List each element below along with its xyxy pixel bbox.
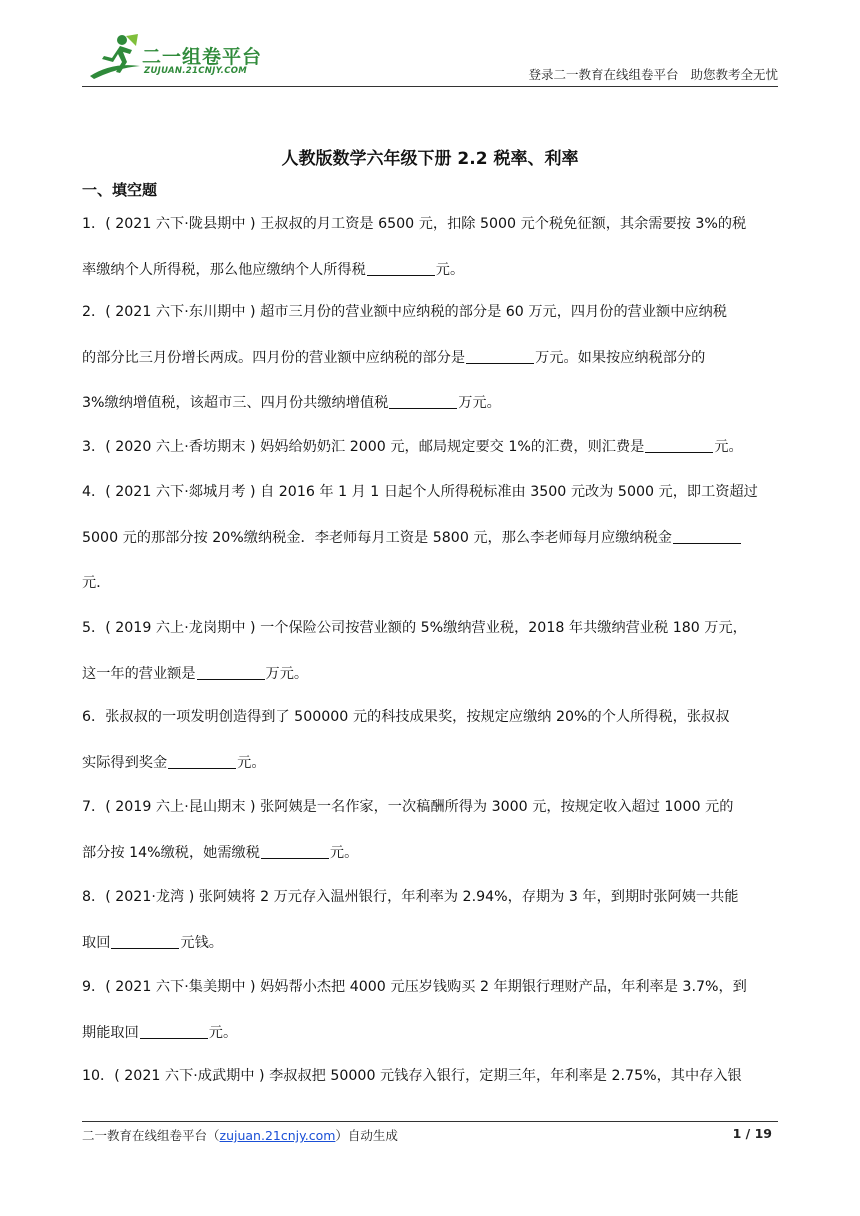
question-line: 取回 元钱。 xyxy=(82,921,782,967)
question-line: 5．( 2019 六上·龙岗期中 ) 一个保险公司按营业额的 5%缴纳营业税，2018 年共缴纳营业税 180 万元， xyxy=(82,620,747,636)
question-4 xyxy=(82,470,782,607)
question-line: 7．( 2019 六上·昆山期末 ) 张阿姨是一名作家，一次稿酬所得为 3000 元，按规定收入超过 1000 元的 xyxy=(82,799,734,815)
answer-blank[interactable] xyxy=(111,932,179,949)
question-8 xyxy=(82,875,782,966)
answer-blank[interactable] xyxy=(673,527,741,544)
question-10 xyxy=(82,1054,782,1100)
question-line: 5000 元的那部分按 20%缴纳税金．李老师每月工资是 5800 元，那么李老师每月应缴纳税金 xyxy=(82,516,782,562)
page-header xyxy=(82,30,778,86)
question-9 xyxy=(82,965,782,1056)
answer-blank[interactable] xyxy=(261,842,329,859)
question-line: 3%缴纳增值税，该超市三、四月份共缴纳增值税 万元。 xyxy=(82,381,782,427)
question-line: 2．( 2021 六下·东川期中 ) 超市三月份的营业额中应纳税的部分是 60 万元，四月份的营业额中应纳税 xyxy=(82,304,727,320)
question-line: 10．( 2021 六下·成武期中 ) 李叔叔把 50000 元钱存入银行，定期三年，年利率是 2.75%，其中存入银 xyxy=(82,1068,742,1084)
logo[interactable] xyxy=(82,30,302,82)
question-line: 9．( 2021 六下·集美期中 ) 妈妈帮小杰把 4000 元压岁钱购买 2 年期银行理财产品，年利率是 3.7%，到 xyxy=(82,979,747,995)
question-5 xyxy=(82,606,782,697)
question-line: 实际得到奖金 元。 xyxy=(82,741,782,787)
answer-blank[interactable] xyxy=(140,1022,208,1039)
answer-blank[interactable] xyxy=(645,436,713,453)
slogan-left: 登录二一教育在线组卷平台 xyxy=(528,67,679,82)
logo-name: 二一组卷平台 xyxy=(142,46,263,68)
question-line: 8．( 2021·龙湾 ) 张阿姨将 2 万元存入温州银行，年利率为 2.94%，存期为 3 年，到期时张阿姨一共能 xyxy=(82,889,739,905)
answer-blank[interactable] xyxy=(367,259,435,276)
section-heading: 一、填空题 xyxy=(82,181,158,199)
answer-blank[interactable] xyxy=(168,752,236,769)
footer-source: 二一教育在线组卷平台（zujuan.21cnjy.com）自动生成 xyxy=(82,1128,398,1143)
answer-blank[interactable] xyxy=(389,392,457,409)
footer-link[interactable]: zujuan.21cnjy.com xyxy=(219,1128,336,1143)
question-7 xyxy=(82,785,782,876)
question-line: 部分按 14%缴税，她需缴税 元。 xyxy=(82,831,782,877)
question-line: 的部分比三月份增长两成。四月份的营业额中应纳税的部分是 万元。如果按应纳税部分的 xyxy=(82,336,782,382)
answer-blank[interactable] xyxy=(466,347,534,364)
question-line: 4．( 2021 六下·郯城月考 ) 自 2016 年 1 月 1 日起个人所得税标准由 3500 元改为 5000 元，即工资超过 xyxy=(82,484,758,500)
logo-url: ZUJUAN.21CNJY.COM xyxy=(144,66,248,76)
page-number: 1 / 19 xyxy=(732,1126,772,1141)
runner-logo-icon xyxy=(82,32,144,82)
question-line: 元． xyxy=(82,575,111,591)
question-line: 这一年的营业额是 万元。 xyxy=(82,652,782,698)
question-line: 期能取回 元。 xyxy=(82,1011,782,1057)
question-2 xyxy=(82,290,782,427)
header-divider xyxy=(82,86,778,87)
answer-blank[interactable] xyxy=(197,663,265,680)
question-line: 6．张叔叔的一项发明创造得到了 500000 元的科技成果奖，按规定应缴纳 20%的个人所得税，张叔叔 xyxy=(82,709,730,725)
slogan-right: 助您教考全无忧 xyxy=(690,67,778,82)
question-1 xyxy=(82,202,782,293)
question-6 xyxy=(82,695,782,786)
question-3 xyxy=(82,425,782,471)
header-slogan xyxy=(528,65,778,83)
footer-divider xyxy=(82,1121,778,1122)
question-line: 1．( 2021 六下·陇县期中 ) 王叔叔的月工资是 6500 元，扣除 5000 元个税免征额，其余需要按 3%的税 xyxy=(82,216,747,232)
document-title: 人教版数学六年级下册 2.2 税率、利率 xyxy=(281,149,579,169)
question-line: 率缴纳个人所得税，那么他应缴纳个人所得税 元。 xyxy=(82,248,782,294)
question-line: 3．( 2020 六上·香坊期末 ) 妈妈给奶奶汇 2000 元，邮局规定要交 1%的汇费，则汇费是 元。 xyxy=(82,425,782,471)
